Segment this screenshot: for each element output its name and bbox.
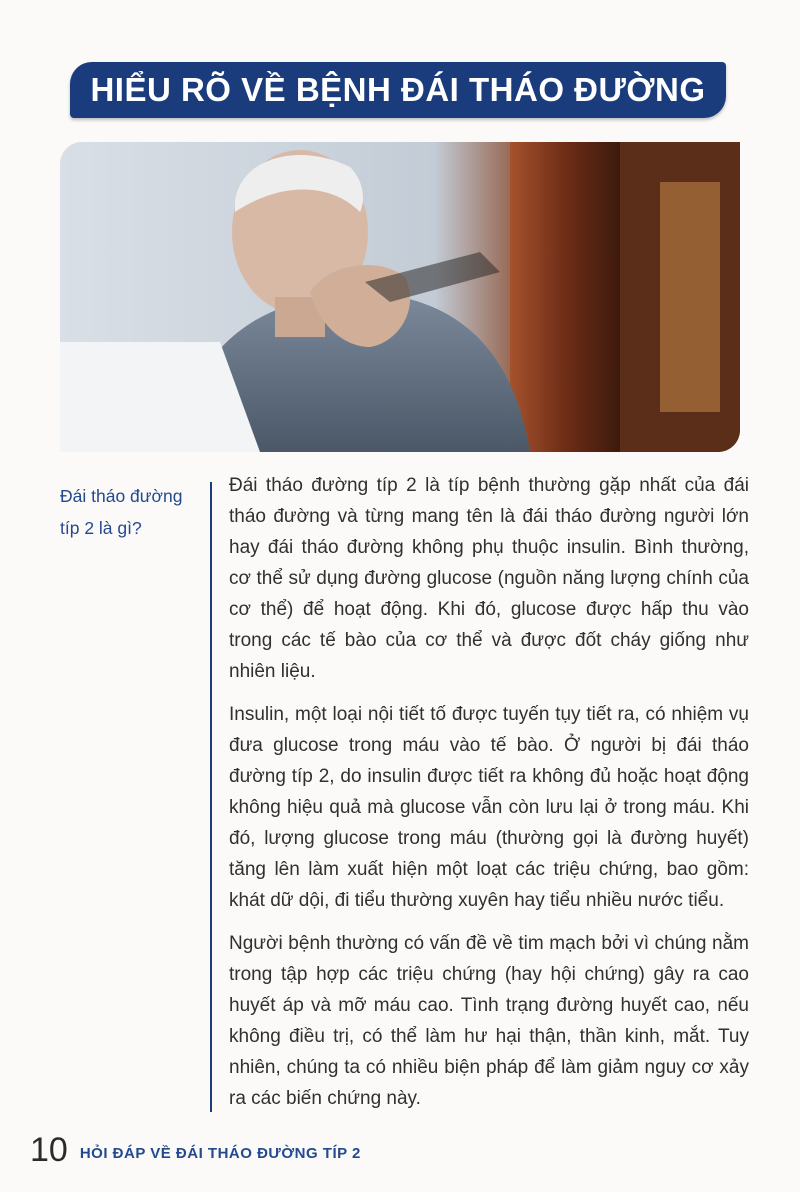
chapter-title-banner bbox=[70, 62, 726, 118]
vertical-divider bbox=[210, 482, 212, 1112]
paragraph-1: Đái tháo đường típ 2 là típ bệnh thường gặp nhất của đái tháo đường và từng mang tên là đái tháo đường người lớn hay đái tháo đường không phụ thuộc insulin. Bình thường, cơ thể sử dụng đường glucose (nguồn năng lượng chính của cơ thể) để hoạt động. Khi đó, glucose được hấp thu vào trong các tế bào của cơ thể và được đốt cháy giống như nhiên liệu. bbox=[229, 475, 749, 682]
man-with-glasses-photo bbox=[60, 142, 740, 452]
book-title: HỎI ĐÁP VỀ ĐÁI THÁO ĐƯỜNG TÍP 2 bbox=[79, 1144, 361, 1162]
body-text bbox=[229, 470, 749, 1126]
paragraph-2: Insulin, một loại nội tiết tố được tuyến tụy tiết ra, có nhiệm vụ đưa glucose trong máu vào tế bào. Ở người bị đái tháo đường típ 2, do insulin được tiết ra không đủ hoặc hoạt động không hiệu quả mà glucose vẫn còn lưu lại ở trong máu. Khi đó, lượng glucose trong máu (thường gọi là đường huyết) tăng lên làm xuất hiện một loạt các triệu chứng, bao gồm: khát dữ dội, đi tiểu thường xuyên hay tiểu nhiều nước tiểu. bbox=[229, 704, 749, 911]
chapter-title: HIỂU RÕ VỀ BỆNH ĐÁI THÁO ĐƯỜNG bbox=[90, 71, 706, 108]
paragraph-3: Người bệnh thường có vấn đề về tim mạch bởi vì chúng nằm trong tập hợp các triệu chứng (hay hội chứng) gây ra cao huyết áp và mỡ máu cao. Tình trạng đường huyết cao, nếu không điều trị, có thể làm hư hại thận, thần kinh, mắt. Tuy nhiên, chúng ta có nhiều biện pháp để làm giảm nguy cơ xảy ra các biến chứng này. bbox=[229, 933, 749, 1109]
page-footer bbox=[30, 1128, 361, 1172]
photo-illustration bbox=[60, 142, 740, 452]
sidebar-question: Đái tháo đường típ 2 là gì? bbox=[60, 486, 183, 538]
page-number: 10 bbox=[30, 1130, 68, 1169]
